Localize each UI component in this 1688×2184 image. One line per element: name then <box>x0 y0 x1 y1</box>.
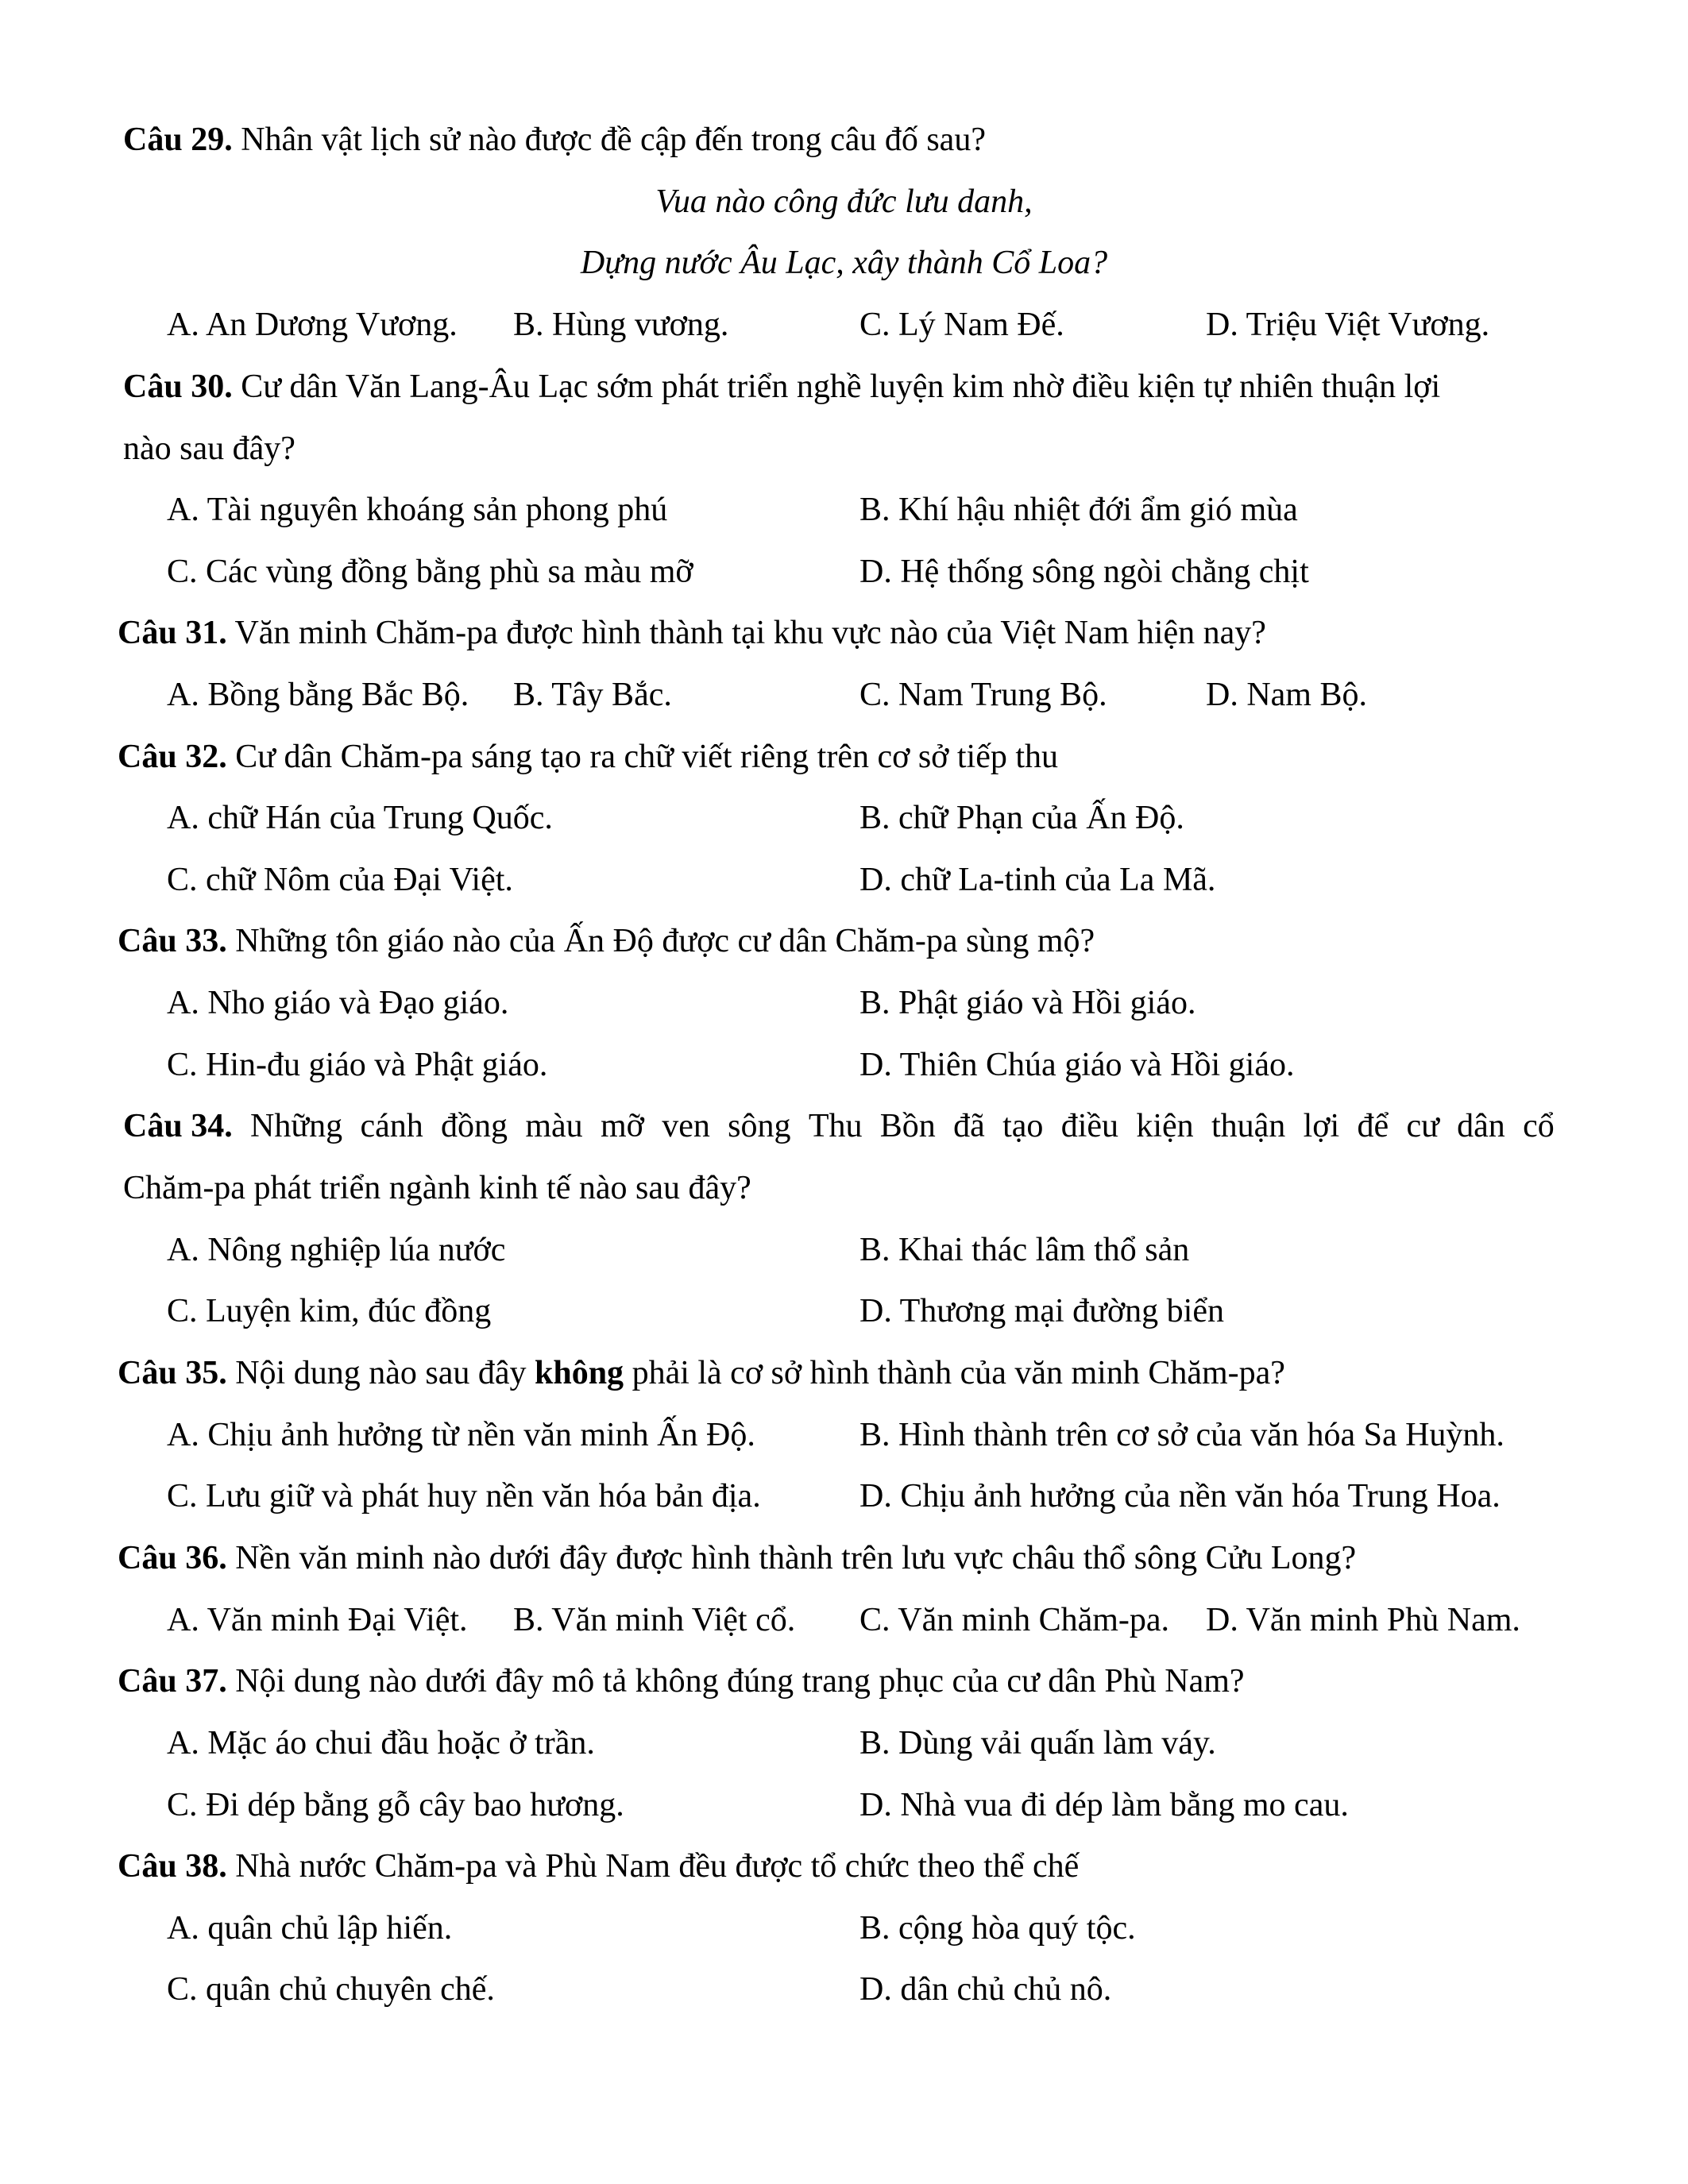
option-a: A. Nông nghiệp lúa nước <box>167 1232 506 1268</box>
word: cư <box>1406 1108 1439 1144</box>
verse-line-1: Vua nào công đức lưu danh, <box>655 183 1033 220</box>
option-b: B. Phật giáo và Hồi giáo. <box>859 985 1196 1021</box>
word: màu <box>525 1108 583 1144</box>
option-d: D. Hệ thống sông ngòi chằng chịt <box>859 554 1309 590</box>
option-d: D. chữ La-tinh của La Mã. <box>859 862 1216 898</box>
emphasis-word: không <box>534 1355 624 1391</box>
word: Bồn <box>879 1108 936 1144</box>
option-b: B. Hùng vương. <box>513 307 729 343</box>
option-c: C. Văn minh Chăm-pa. <box>859 1602 1170 1638</box>
question-number: Câu 35. <box>118 1355 227 1391</box>
word: kiện <box>1136 1108 1194 1144</box>
option-b: B. Khai thác lâm thổ sản <box>859 1232 1190 1268</box>
option-a: A. An Dương Vương. <box>167 307 458 343</box>
option-b: B. Hình thành trên cơ sở của văn hóa Sa Huỳnh. <box>859 1417 1505 1453</box>
question-30-line-2: nào sau đây? <box>123 430 295 467</box>
question-text: Những tôn giáo nào của Ấn Độ được cư dân Chăm-pa sùng mộ? <box>226 923 1095 959</box>
question-text: Nền văn minh nào dưới đây được hình thành trên lưu vực châu thổ sông Cửu Long? <box>226 1540 1357 1576</box>
option-d: D. Triệu Việt Vương. <box>1206 307 1490 343</box>
question-text: Cư dân Chăm-pa sáng tạo ra chữ viết riêng trên cơ sở tiếp thu <box>226 739 1059 775</box>
question-number: Câu 37. <box>118 1663 227 1700</box>
option-d: D. Thương mại đường biển <box>859 1293 1224 1329</box>
question-text-after: phải là cơ sở hình thành của văn minh Chăm-pa? <box>624 1355 1285 1391</box>
word: lợi <box>1303 1108 1340 1144</box>
question-number: Câu 36. <box>118 1540 227 1576</box>
question-30 <box>123 367 1440 407</box>
word: cổ <box>1523 1108 1555 1144</box>
question-number: Câu 38. <box>118 1848 227 1885</box>
question-number: Câu 34. <box>123 1108 233 1144</box>
option-a: A. Tài nguyên khoáng sản phong phú <box>167 492 668 528</box>
question-text: Văn minh Chăm-pa được hình thành tại khu vực nào của Việt Nam hiện nay? <box>226 615 1266 651</box>
option-a: A. quân chủ lập hiến. <box>167 1910 453 1947</box>
word: dân <box>1457 1108 1505 1144</box>
word: sông <box>728 1108 791 1144</box>
option-b: B. Khí hậu nhiệt đới ẩm gió mùa <box>859 492 1298 528</box>
option-b: B. Tây Bắc. <box>513 677 672 713</box>
option-a: A. chữ Hán của Trung Quốc. <box>167 800 553 836</box>
option-b: B. cộng hòa quý tộc. <box>859 1910 1136 1947</box>
question-number: Câu 29. <box>123 122 233 158</box>
question-text: Nội dung nào dưới đây mô tả không đúng trang phục của cư dân Phù Nam? <box>226 1663 1245 1700</box>
option-a: A. Mặc áo chui đầu hoặc ở trần. <box>167 1725 595 1761</box>
question-31 <box>118 613 1266 653</box>
question-32 <box>118 737 1058 777</box>
question-text-line-1: Cư dân Văn Lang-Âu Lạc sớm phát triển nghề luyện kim nhờ điều kiện tự nhiên thuận lợi <box>232 369 1441 405</box>
word: điều <box>1060 1108 1119 1144</box>
word: thuận <box>1211 1108 1286 1144</box>
word: đã <box>953 1108 985 1144</box>
option-d: D. dân chủ chủ nô. <box>859 1971 1112 2008</box>
option-d: D. Nhà vua đi dép làm bằng mo cau. <box>859 1787 1349 1823</box>
question-number: Câu 33. <box>118 923 227 959</box>
question-33 <box>118 921 1095 961</box>
word: Thu <box>808 1108 863 1144</box>
question-text: Nhà nước Chăm-pa và Phù Nam đều được tổ chức theo thể chế <box>226 1848 1080 1885</box>
option-a: A. Văn minh Đại Việt. <box>167 1602 468 1638</box>
option-b: B. chữ Phạn của Ấn Độ. <box>859 800 1184 836</box>
word: để <box>1357 1108 1389 1144</box>
question-number: Câu 31. <box>118 615 227 651</box>
option-a: A. Nho giáo và Đạo giáo. <box>167 985 509 1021</box>
question-number: Câu 32. <box>118 739 227 775</box>
question-35 <box>118 1353 1285 1393</box>
option-c: C. chữ Nôm của Đại Việt. <box>167 862 513 898</box>
option-c: C. Đi dép bằng gỗ cây bao hương. <box>167 1787 624 1823</box>
option-c: C. quân chủ chuyên chế. <box>167 1971 495 2008</box>
question-34-line-2: Chăm-pa phát triển ngành kinh tế nào sau đây? <box>123 1170 751 1206</box>
option-b: B. Dùng vải quấn làm váy. <box>859 1725 1216 1761</box>
option-a: A. Bồng bằng Bắc Bộ. <box>167 677 469 713</box>
question-number: Câu 30. <box>123 369 233 405</box>
question-36 <box>118 1538 1356 1578</box>
question-text-before: Nội dung nào sau đây <box>226 1355 535 1391</box>
word: ven <box>662 1108 710 1144</box>
option-a: A. Chịu ảnh hưởng từ nền văn minh Ấn Độ. <box>167 1417 755 1453</box>
word: cánh <box>360 1108 423 1144</box>
option-d: D. Chịu ảnh hưởng của nền văn hóa Trung Hoa. <box>859 1478 1501 1515</box>
option-c: C. Lưu giữ và phát huy nền văn hóa bản địa. <box>167 1478 761 1515</box>
option-c: C. Hin-đu giáo và Phật giáo. <box>167 1047 548 1083</box>
word: đồng <box>441 1108 508 1144</box>
question-29 <box>123 120 986 160</box>
question-34 <box>123 1106 1555 1146</box>
option-d: D. Văn minh Phù Nam. <box>1206 1602 1520 1638</box>
word: mỡ <box>600 1108 644 1144</box>
word: tạo <box>1002 1108 1044 1144</box>
option-b: B. Văn minh Việt cổ. <box>513 1602 796 1638</box>
question-text: Nhân vật lịch sử nào được đề cập đến trong câu đố sau? <box>232 122 986 158</box>
option-c: C. Các vùng đồng bằng phù sa màu mỡ <box>167 554 693 590</box>
option-d: D. Nam Bộ. <box>1206 677 1367 713</box>
question-38 <box>118 1846 1079 1886</box>
option-c: C. Lý Nam Đế. <box>859 307 1064 343</box>
option-c: C. Luyện kim, đúc đồng <box>167 1293 492 1329</box>
option-d: D. Thiên Chúa giáo và Hồi giáo. <box>859 1047 1295 1083</box>
option-c: C. Nam Trung Bộ. <box>859 677 1107 713</box>
word: Những <box>250 1108 343 1144</box>
verse-line-2: Dựng nước Âu Lạc, xây thành Cổ Loa? <box>580 245 1108 281</box>
question-37 <box>118 1661 1245 1701</box>
